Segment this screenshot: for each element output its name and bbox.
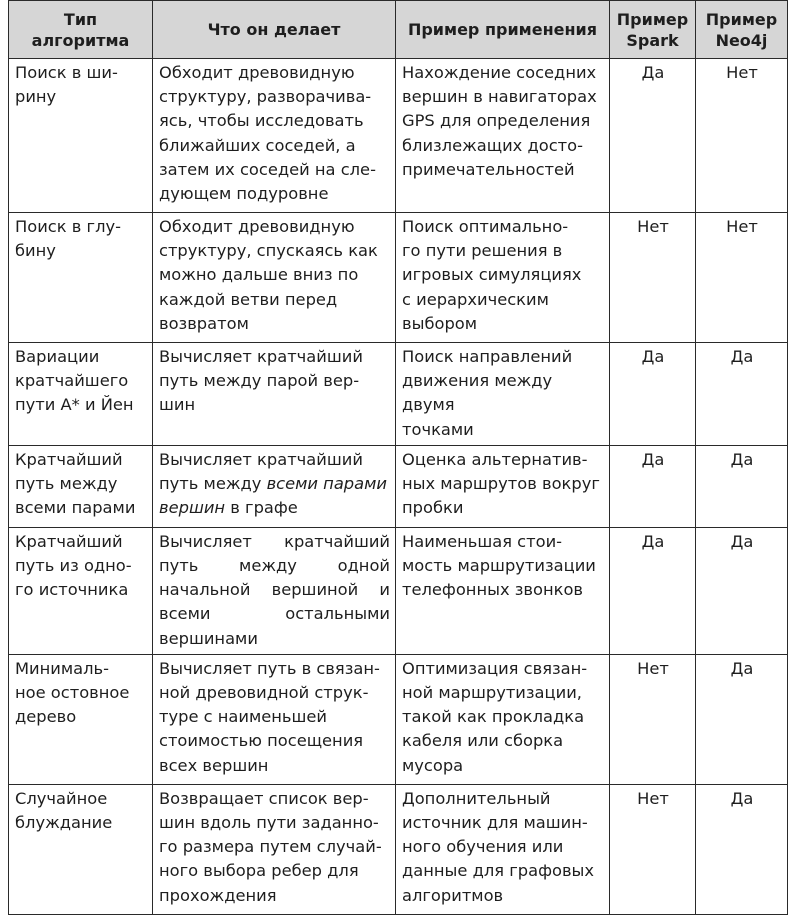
cell-algorithm-type: Минималь- ное остовное дерево	[9, 654, 153, 784]
cell-spark: Да	[610, 343, 696, 446]
cell-algorithm-type: Вариации кратчайшего пути A* и Йен	[9, 343, 153, 446]
table-body	[9, 59, 788, 915]
table-row	[9, 527, 788, 654]
cell-usage-example: Дополнительный источник для машин- ного обучения или данные для графовых алгоритмов	[396, 784, 610, 914]
does-text-start: Вычисляет кратчайший путь между	[159, 449, 363, 494]
cell-usage-example: Поиск направлений движения между двумя точками	[396, 343, 610, 446]
cell-spark: Да	[610, 59, 696, 213]
header-neo4j-example: Пример Neo4j	[696, 1, 788, 59]
algorithms-table	[8, 0, 788, 915]
table-row	[9, 59, 788, 213]
cell-spark: Нет	[610, 654, 696, 784]
header-usage-example: Пример применения	[396, 1, 610, 59]
cell-what-it-does: Обходит древовидную структуру, разворачива- ясь, чтобы исследовать ближайших соседей, а затем их соседей на сле- дующем подуровне	[153, 59, 396, 213]
cell-what-it-does: Возвращает список вер- шин вдоль пути заданно- го размера путем случай- ного выбора ребер для прохождения	[153, 784, 396, 914]
cell-spark: Да	[610, 445, 696, 527]
header-row	[9, 1, 788, 59]
cell-usage-example: Наименьшая стои- мость маршрутизации телефонных звонков	[396, 527, 610, 654]
header-algorithm-type: Тип алгоритма	[9, 1, 153, 59]
cell-what-it-does: Вычисляет кратчайший путь между парой вер- шин	[153, 343, 396, 446]
header-spark-example: Пример Spark	[610, 1, 696, 59]
cell-neo4j: Да	[696, 343, 788, 446]
cell-neo4j: Да	[696, 784, 788, 914]
cell-algorithm-type: Кратчайший путь между всеми парами	[9, 445, 153, 527]
cell-neo4j: Нет	[696, 59, 788, 213]
table-row	[9, 343, 788, 446]
cell-neo4j: Да	[696, 527, 788, 654]
cell-spark: Нет	[610, 213, 696, 343]
table-row	[9, 445, 788, 527]
table-header	[9, 1, 788, 59]
cell-spark: Да	[610, 527, 696, 654]
table-row	[9, 784, 788, 914]
cell-what-it-does	[153, 445, 396, 527]
cell-what-it-does: Вычисляет кратчайший путь между одной начальной вершиной и всеми остальными вершинами	[153, 527, 396, 654]
header-what-it-does: Что он делает	[153, 1, 396, 59]
does-text-end: в графе	[225, 498, 298, 518]
cell-what-it-does: Вычисляет путь в связан- ной древовидной струк- туре с наименьшей стоимостью посещения всех вершин	[153, 654, 396, 784]
cell-usage-example: Оценка альтернатив- ных маршрутов вокруг пробки	[396, 445, 610, 527]
table-row	[9, 654, 788, 784]
cell-neo4j: Нет	[696, 213, 788, 343]
cell-what-it-does: Обходит древовидную структуру, спускаясь как можно дальше вниз по каждой ветви перед возвратом	[153, 213, 396, 343]
cell-algorithm-type: Поиск в ши- рину	[9, 59, 153, 213]
cell-usage-example: Поиск оптимально- го пути решения в игровых симуляциях с иерархическим выбором	[396, 213, 610, 343]
cell-usage-example: Оптимизация связан- ной маршрутизации, такой как прокладка кабеля или сборка мусора	[396, 654, 610, 784]
does-text-emphasis: всеми парами вершин	[159, 474, 387, 518]
cell-algorithm-type: Поиск в глу- бину	[9, 213, 153, 343]
cell-neo4j: Да	[696, 445, 788, 527]
table-row	[9, 213, 788, 343]
cell-neo4j: Да	[696, 654, 788, 784]
cell-usage-example: Нахождение соседних вершин в навигаторах GPS для определения близлежащих досто- примечательностей	[396, 59, 610, 213]
cell-spark: Нет	[610, 784, 696, 914]
cell-algorithm-type: Кратчайший путь из одно- го источника	[9, 527, 153, 654]
cell-algorithm-type: Случайное блуждание	[9, 784, 153, 914]
